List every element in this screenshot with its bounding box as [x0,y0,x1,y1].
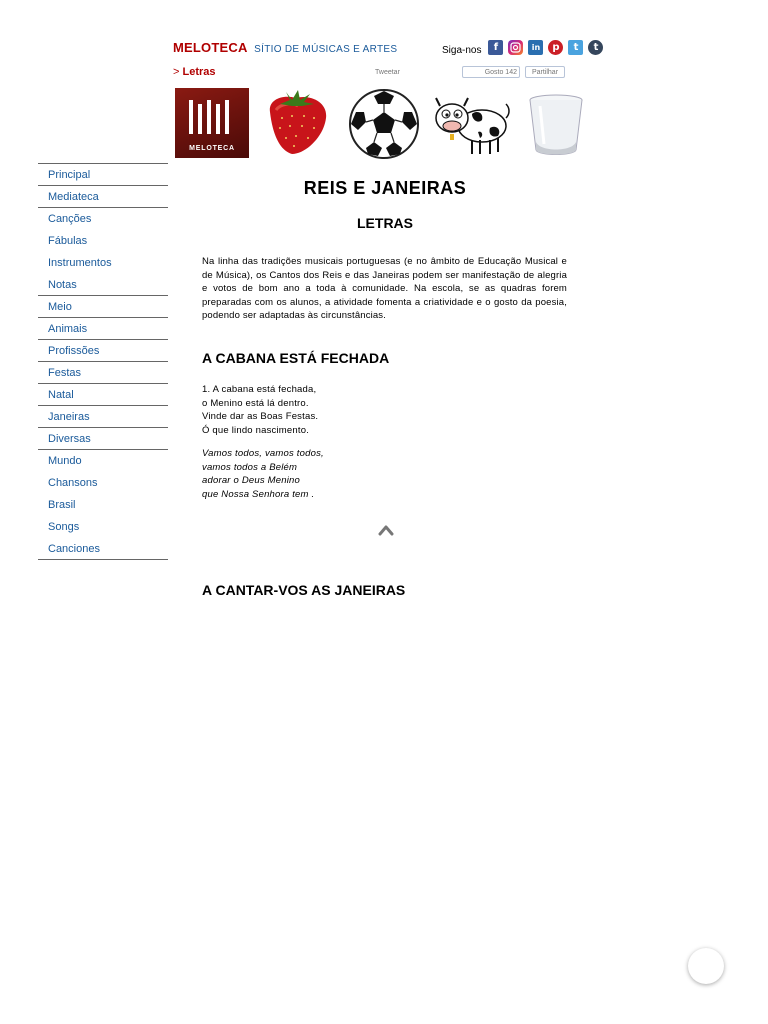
follow-label: Siga-nos [442,45,482,56]
verse-line: Vinde dar as Boas Festas. [202,411,319,422]
breadcrumb-current[interactable]: Letras [182,66,216,78]
song-title: A CANTAR-VOS AS JANEIRAS [202,582,406,598]
verse-line: 1. A cabana está fechada, [202,384,317,395]
twitter-icon[interactable]: t [568,40,583,55]
sidebar-item-brasil[interactable]: Brasil [48,498,76,511]
floating-action-button[interactable] [688,948,724,984]
social-follow [442,39,603,56]
linkedin-icon[interactable]: in [528,40,543,55]
song-chorus [202,447,324,501]
chorus-line: Vamos todos, vamos todos, [202,448,324,459]
sidebar-item-fabulas[interactable]: Fábulas [48,234,88,247]
sidebar-item-canciones[interactable]: Canciones [38,538,168,560]
strawberry-image [262,88,332,158]
sidebar-nav [38,163,168,560]
facebook-icon[interactable]: f [488,40,503,55]
sidebar-item-notas[interactable]: Notas [38,274,168,296]
brand-tagline: SÍTIO DE MÚSICAS E ARTES [254,44,398,55]
sidebar-item-janeiras[interactable]: Janeiras [38,406,168,428]
sidebar-item-instrumentos[interactable]: Instrumentos [48,256,112,269]
site-brand[interactable] [173,40,397,55]
sidebar-item-mundo[interactable]: Mundo [48,454,82,467]
sidebar-item-profissoes[interactable]: Profissões [38,340,168,362]
cow-image [432,88,510,158]
chorus-line: que Nossa Senhora tem . [202,488,315,500]
breadcrumb-separator: > [173,66,180,78]
chorus-line: adorar o Deus Menino [202,475,300,486]
sidebar-item-natal[interactable]: Natal [38,384,168,406]
tweet-button[interactable]: Tweetar [375,69,400,76]
intro-paragraph: Na linha das tradições musicais portuguesas (e no âmbito de Educação Musical e de Música), os Cantos dos Reis e das Janeiras podem ser manifestação de alegria e votos de bom ano a toda à comunidade. Na escola, se as quadras forem preparadas com os alunos, a atividade fomenta a criatividade e o gosto da poesia, podendo ser adaptadas às circunstâncias. [202,256,567,321]
instagram-icon[interactable] [508,40,523,55]
sidebar-item-cancoes[interactable]: Canções [48,212,92,225]
tumblr-icon[interactable]: t [588,40,603,55]
logo-text: MELOTECA [189,145,235,152]
pinterest-icon[interactable]: p [548,40,563,55]
sidebar-item-principal[interactable]: Principal [38,164,168,186]
song-verse [202,383,318,437]
verse-line: Ó que lindo nascimento. [202,424,310,436]
header-banner [170,86,600,160]
page-title: REIS E JANEIRAS [303,178,467,198]
chevron-up-icon[interactable] [378,523,394,537]
soccer-ball-image [348,88,420,160]
glass-image [526,92,586,158]
sidebar-item-festas[interactable]: Festas [38,362,168,384]
sidebar-item-diversas[interactable]: Diversas [38,428,168,450]
logo-bars-icon [189,100,229,134]
sidebar-item-animais[interactable]: Animais [38,318,168,340]
sidebar-item-chansons[interactable]: Chansons [48,476,98,489]
meloteca-logo[interactable] [175,88,249,158]
sidebar-item-meio[interactable]: Meio [38,296,168,318]
brand-name[interactable]: MELOTECA [173,40,248,55]
share-button[interactable]: Partilhar [525,66,565,78]
verse-line: o Menino está lá dentro. [202,397,309,409]
sidebar-item-songs[interactable]: Songs [48,520,80,533]
page-subtitle: LETRAS [357,215,413,231]
chorus-line: vamos todos a Belém [202,461,298,473]
like-button[interactable]: Gosto 142 [462,66,520,78]
breadcrumb [173,66,216,78]
song-title: A CABANA ESTÁ FECHADA [202,350,390,366]
sidebar-item-mediateca[interactable]: Mediateca [38,186,168,208]
